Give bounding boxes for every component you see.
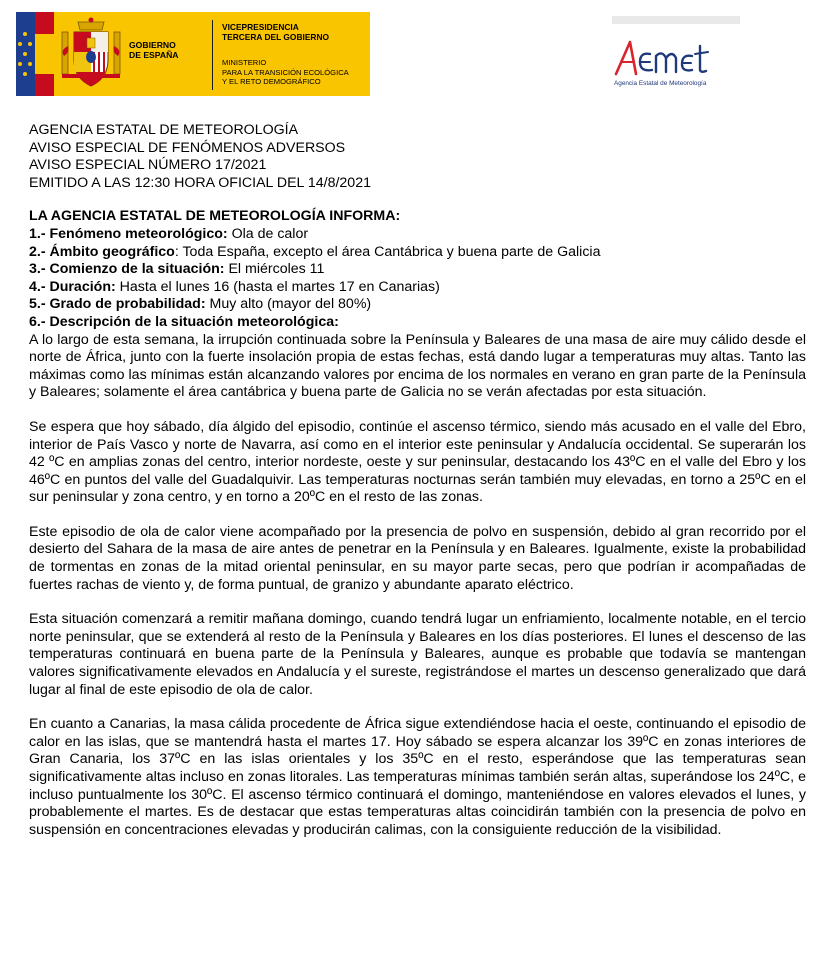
info-title: LA AGENCIA ESTATAL DE METEOROLOGÍA INFORMA: (29, 208, 401, 225)
description-paragraph: Esta situación comenzará a remitir mañana domingo, cuando tendrá lugar un enfriamiento, localmente notable, en el tercio norte peninsular, que se extenderá al resto de la Península y Baleares en los días posteriores. El lunes el descenso de las temperaturas continuará en buena parte de la Península y Baleares, aunque es probable que todavía se mantengan valores significativamente elevados en Andalucía y el sureste, registrándose el martes un descenso generalizado que dará lugar al final de este episodio de ola de calor. (29, 611, 806, 698)
info-item-scope (29, 244, 806, 262)
item-value: : Toda España, excepto el área Cantábrica y buena parte de Galicia (174, 243, 601, 260)
item-value: Ola de calor (227, 225, 309, 242)
notice-number: AVISO ESPECIAL NÚMERO 17/2021 (29, 157, 267, 174)
banner-divider (212, 20, 213, 90)
item-value: Muy alto (mayor del 80%) (205, 296, 372, 313)
agency-name: AGENCIA ESTATAL DE METEOROLOGÍA (29, 122, 299, 138)
description-paragraph: Se espera que hoy sábado, día álgido del episodio, continúe el ascenso térmico, siendo más acusado en el valle del Ebro, interior de País Vasco y norte de Navarra, así como en el interior este peninsular y Andalucía occidental. Se superarán los 42 ºC en amplias zonas del centro, interior nordeste, oeste y sur peninsular, destacando los 43ºC en el valle del Ebro y los 46ºC en puntos del valle del Guadalquivir. Las temperaturas nocturnas serán también muy elevadas, en torno a 25ºC en el sur peninsular y zona centro, y en torno a 20ºC en el resto de las zonas. (29, 418, 806, 506)
coat-of-arms-icon (56, 16, 126, 92)
item-label: 1.- Fenómeno meteorológico: (29, 225, 228, 242)
government-label: GOBIERNO DE ESPAÑA (129, 40, 179, 60)
info-item-probability (29, 296, 806, 314)
item-label: 2.- Ámbito geográfico (29, 243, 175, 260)
item-value: Hasta el lunes 16 (hasta el martes 17 en Canarias) (115, 278, 440, 295)
government-banner (16, 12, 370, 96)
vicepresidency-label: VICEPRESIDENCIA TERCERA DEL GOBIERNO (222, 22, 330, 42)
notice-body (29, 122, 806, 839)
aemet-logo (612, 36, 722, 88)
issued-time: EMITIDO A LAS 12:30 HORA OFICIAL DEL 14/8/2021 (29, 174, 371, 191)
item-label: 5.- Grado de probabilidad: (29, 296, 206, 313)
item-value: El miércoles 11 (224, 261, 325, 278)
ministry-label: MINISTERIO PARA LA TRANSICIÓN ECOLÓGICA Y EL RETO DEMOGRÁFICO (222, 58, 349, 87)
header-rule (612, 16, 740, 24)
item-label: 6.- Descripción de la situación meteorológica: (29, 313, 339, 330)
info-item-description (29, 314, 806, 332)
notice-type: AVISO ESPECIAL DE FENÓMENOS ADVERSOS (29, 139, 346, 156)
description-paragraph: A lo largo de esta semana, la irrupción continuada sobre la Península y Baleares de una masa de aire muy cálido desde el norte de África, junto con la fuerte insolación propia de estas fechas, está dando lugar a temperaturas muy altas. Tanto las máximas como las mínimas están alcanzando valores por encima de los normales en verano en gran parte de la Península y Baleares; solamente el área cantábrica y buena parte de Galicia no se verán afectadas por esta situación. (29, 331, 806, 401)
info-item-phenomenon (29, 226, 806, 244)
aemet-subtitle: Agencia Estatal de Meteorología (614, 80, 707, 87)
item-label: 3.- Comienzo de la situación: (29, 261, 225, 278)
info-item-start (29, 261, 806, 279)
info-item-duration (29, 279, 806, 297)
description-paragraph: Este episodio de ola de calor viene acompañado por la presencia de polvo en suspensión, debido al gran recorrido por el desierto del Sahara de la masa de aire antes de penetrar en la Península y en Baleares. Igualmente, existe la probabilidad de tormentas en zonas de la mitad oriental peninsular, en su mayor parte secas, pero que podrían ir acompañadas de fuertes rachas de viento y, de forma puntual, de granizo y abundante aparato eléctrico. (29, 523, 806, 593)
eu-flag-icon (16, 12, 54, 96)
item-label: 4.- Duración: (29, 278, 116, 295)
description-paragraph: En cuanto a Canarias, la masa cálida procedente de África sigue extendiéndose hacia el oeste, continuando el episodio de calor en las islas, que se mantendrá hasta el martes 17. Hoy sábado se espera alcanzar los 39ºC en zonas interiores de Gran Canaria, los 37ºC en las islas orientales y los 35ºC en el resto, esperándose que las temperaturas sean significativamente altas incluso en zonas litorales. Las temperaturas mínimas también serán altas, superándose los 24ºC, e incluso puntualmente los 30ºC. El ascenso térmico continuará el domingo, manteniéndose en valores elevados el lunes, y probablemente el martes. Es de destacar que estas temperaturas altas coincidirán también con la presencia de polvo en suspensión en concentraciones elevadas y producirán calimas, con la consiguiente reducción de la visibilidad. (29, 716, 806, 838)
aemet-logo-icon (612, 36, 722, 80)
